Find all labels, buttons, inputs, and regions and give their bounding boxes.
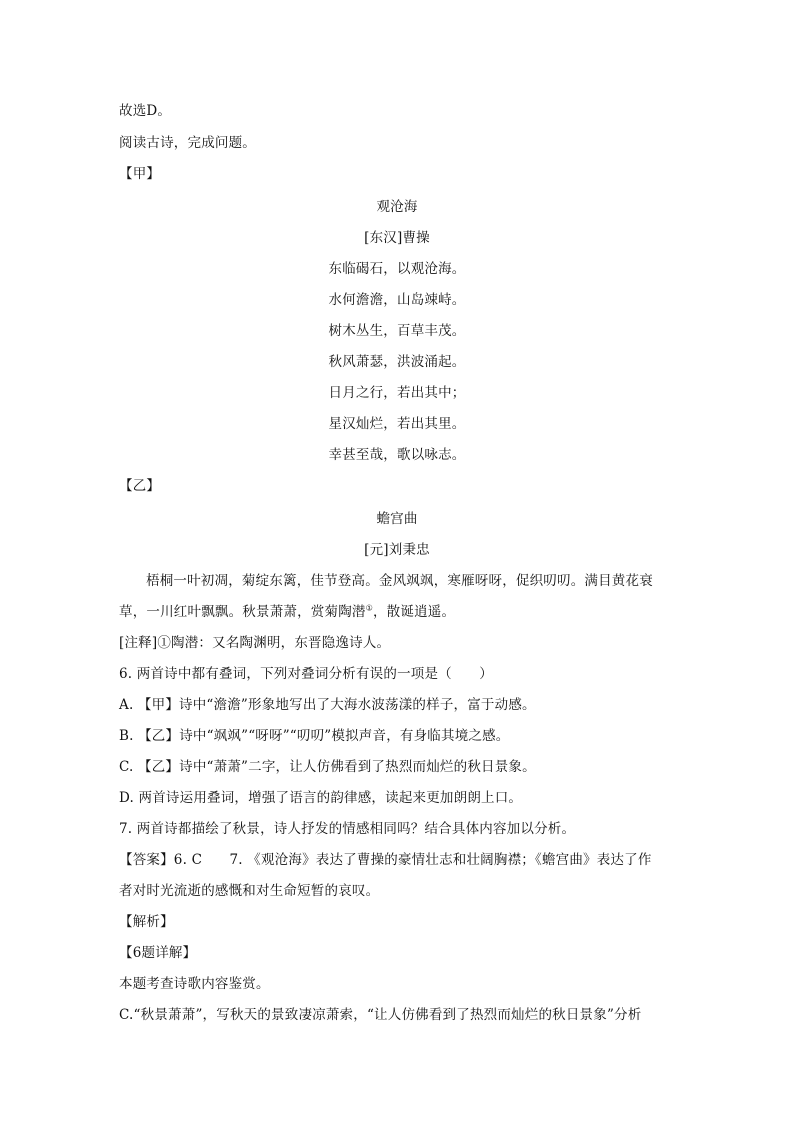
footnote-marker: ① <box>365 603 373 613</box>
poem1-line: 幸甚至哉，歌以咏志。 <box>328 447 466 463</box>
poem2-body-line <box>119 603 679 621</box>
poem2-author: [元]刘秉忠 <box>364 542 430 558</box>
poem2-title: 蟾宫曲 <box>376 511 418 527</box>
poem1-line: 秋风萧瑟，洪波涌起。 <box>328 354 466 370</box>
poem1-line: 日月之行，若出其中； <box>328 385 466 401</box>
poem1-line: 树木丛生，百草丰茂。 <box>328 323 466 339</box>
answer-text: 者对时光流逝的感慨和对生命短暂的哀叹。 <box>119 883 380 899</box>
annotation-note: [注释]①陶潜：又名陶渊明，东晋隐逸诗人。 <box>119 635 391 651</box>
poem2-body-text: 草，一川红叶飘飘。秋景萧萧，赏菊陶潜 <box>119 604 366 620</box>
option-a: A. 【甲】诗中“澹澹”形象地写出了大海水波荡漾的样子，富于动感。 <box>119 697 536 713</box>
answer-text: 【答案】6. C 7. 《观沧海》表达了曹操的豪情壮志和壮阔胸襟；《蟾宫曲》表达了作 <box>119 852 652 868</box>
reading-instruction: 阅读古诗，完成问题。 <box>119 135 256 151</box>
detail-text: C.“秋景萧萧”，写秋天的景致凄凉萧索，“让人仿佛看到了热烈而灿烂的秋日景象”分析 <box>119 1007 642 1023</box>
analysis-heading: 【解析】 <box>119 914 174 930</box>
answer-choice-text: 故选D。 <box>119 103 172 119</box>
question-6: 6. 两首诗中都有叠词，下列对叠词分析有误的一项是（ ） <box>119 666 493 682</box>
option-b: B. 【乙】诗中“飒飒”“呀呀”“叨叨”模拟声音，有身临其境之感。 <box>119 728 510 744</box>
poem2-body-text: ，散诞逍遥。 <box>372 604 456 620</box>
option-d: D. 两首诗运用叠词，增强了语言的韵律感，读起来更加朗朗上口。 <box>119 790 523 806</box>
question-7: 7. 两首诗都描绘了秋景，诗人抒发的情感相同吗？结合具体内容加以分析。 <box>119 821 576 837</box>
poem2-body-line: 梧桐一叶初凋，菊绽东篱，佳节登高。金风飒飒，寒雁呀呀，促织叨叨。满目黄花衰 <box>146 573 653 589</box>
detail-heading: 【6题详解】 <box>119 945 197 961</box>
option-c: C. 【乙】诗中“萧萧”二字，让人仿佛看到了热烈而灿烂的秋日景象。 <box>119 759 536 775</box>
section-label-yi: 【乙】 <box>119 478 161 494</box>
poem1-title: 观沧海 <box>376 199 418 215</box>
detail-text: 本题考查诗歌内容鉴赏。 <box>119 976 270 992</box>
poem1-author: [东汉]曹操 <box>364 230 430 246</box>
poem1-line: 水何澹澹，山岛竦峙。 <box>328 292 466 308</box>
poem1-line: 东临碣石，以观沧海。 <box>328 261 466 277</box>
section-label-jia: 【甲】 <box>119 166 161 182</box>
poem1-line: 星汉灿烂，若出其里。 <box>328 416 466 432</box>
